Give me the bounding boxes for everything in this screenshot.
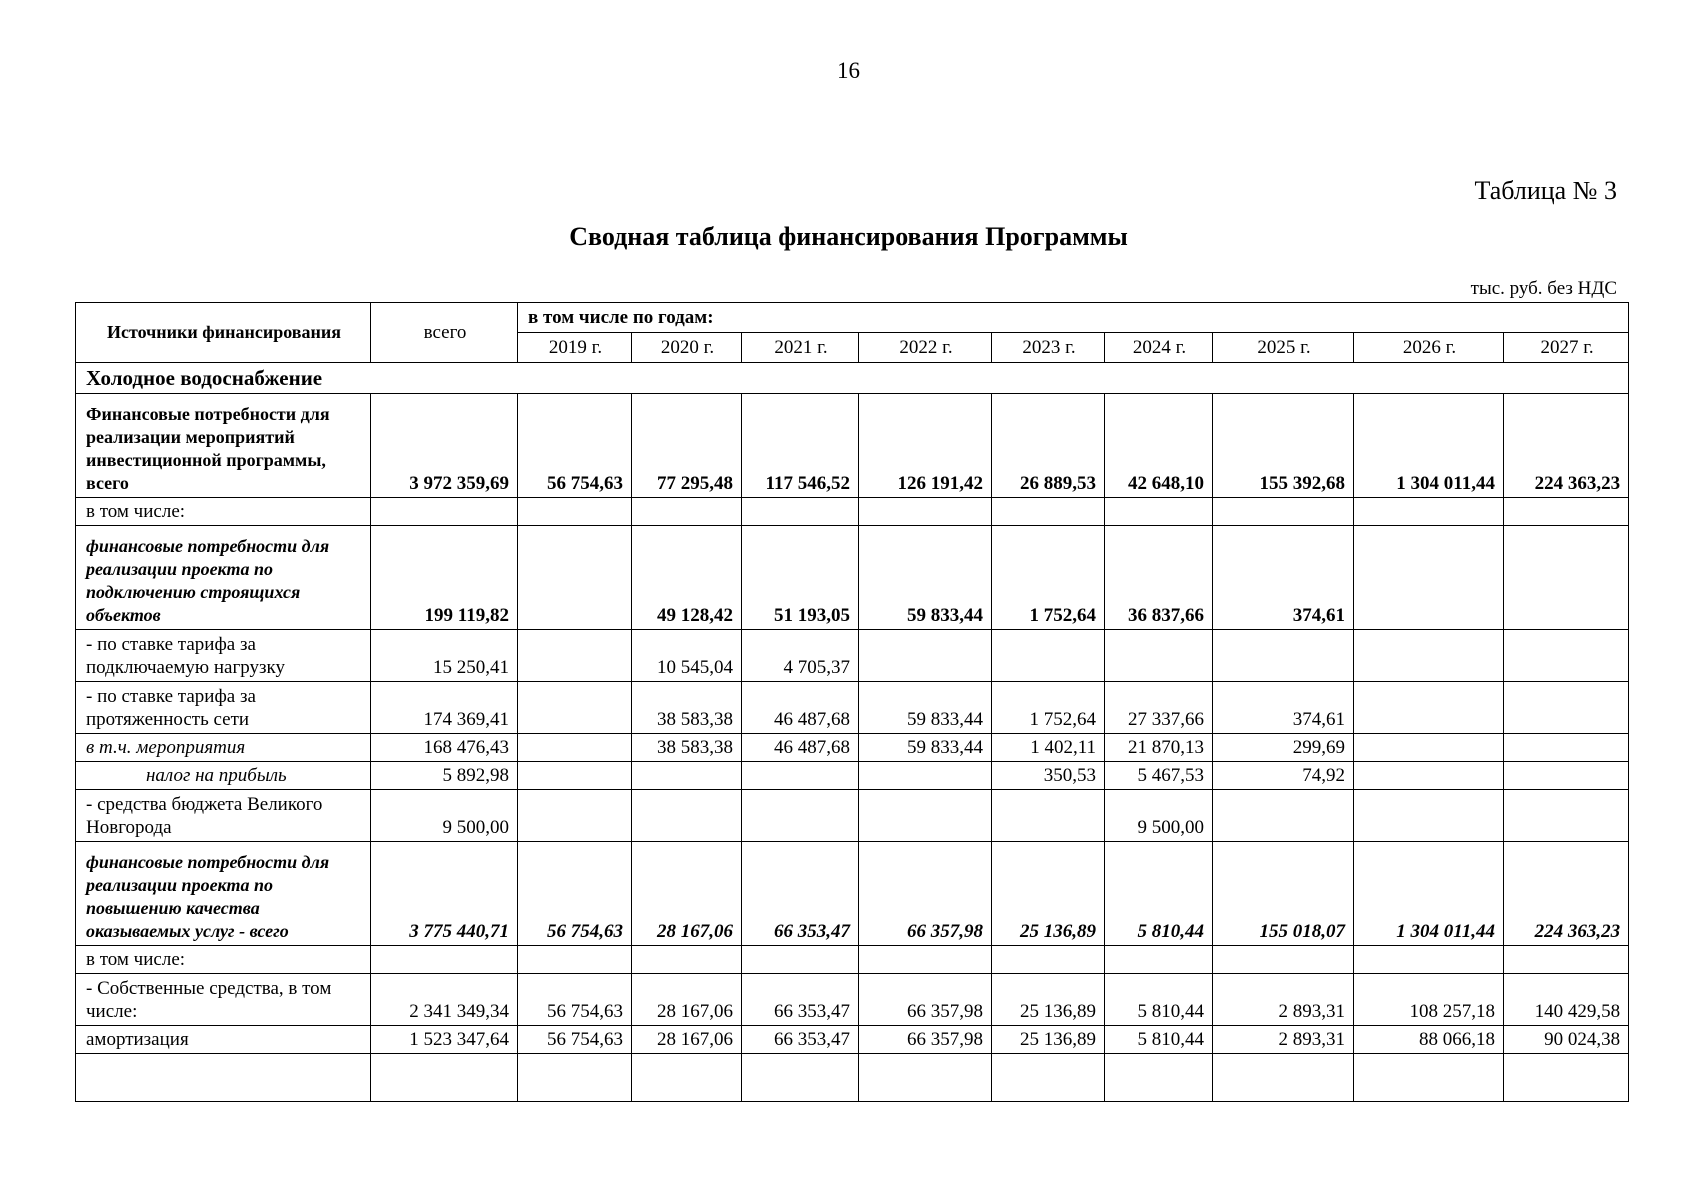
financing-table	[75, 302, 1629, 1102]
document-title: Сводная таблица финансирования Программы	[569, 222, 1128, 251]
year-value-cell: 56 754,63	[518, 1026, 632, 1054]
empty-cell	[992, 1054, 1105, 1102]
table-row	[76, 790, 1629, 842]
empty-cell	[859, 1054, 992, 1102]
year-value-cell: 66 357,98	[859, 974, 992, 1026]
empty-cell	[518, 1054, 632, 1102]
year-value-cell: 5 810,44	[1105, 842, 1213, 946]
year-value-cell: 56 754,63	[518, 842, 632, 946]
empty-cell	[1213, 1054, 1354, 1102]
year-value-cell: 42 648,10	[1105, 394, 1213, 498]
year-value-cell: 299,69	[1213, 734, 1354, 762]
year-value-cell	[742, 762, 859, 790]
year-value-cell: 1 752,64	[992, 526, 1105, 630]
year-value-cell	[859, 790, 992, 842]
year-value-cell: 25 136,89	[992, 842, 1105, 946]
year-value-cell: 59 833,44	[859, 682, 992, 734]
table-row	[76, 974, 1629, 1026]
year-value-cell: 108 257,18	[1354, 974, 1504, 1026]
section-title: Холодное водоснабжение	[76, 363, 1629, 394]
year-value-cell: 51 193,05	[742, 526, 859, 630]
year-value-cell: 5 467,53	[1105, 762, 1213, 790]
empty-cell	[632, 1054, 742, 1102]
empty-cell	[76, 1054, 371, 1102]
year-value-cell	[859, 498, 992, 526]
year-value-cell	[1504, 498, 1629, 526]
year-value-cell: 27 337,66	[1105, 682, 1213, 734]
year-value-cell: 36 837,66	[1105, 526, 1213, 630]
year-value-cell: 59 833,44	[859, 734, 992, 762]
year-value-cell	[742, 498, 859, 526]
year-value-cell	[992, 630, 1105, 682]
header-year: 2023 г.	[992, 333, 1105, 363]
table-row	[76, 734, 1629, 762]
year-value-cell: 155 392,68	[1213, 394, 1354, 498]
year-value-cell	[1213, 946, 1354, 974]
year-value-cell: 5 810,44	[1105, 1026, 1213, 1054]
year-value-cell	[1213, 630, 1354, 682]
empty-row	[76, 1054, 1629, 1102]
year-value-cell: 25 136,89	[992, 1026, 1105, 1054]
year-value-cell: 21 870,13	[1105, 734, 1213, 762]
year-value-cell: 374,61	[1213, 682, 1354, 734]
empty-cell	[742, 1054, 859, 1102]
row-total: 168 476,43	[371, 734, 518, 762]
year-value-cell: 1 752,64	[992, 682, 1105, 734]
year-value-cell: 66 353,47	[742, 842, 859, 946]
year-value-cell: 1 304 011,44	[1354, 842, 1504, 946]
year-value-cell	[632, 762, 742, 790]
year-value-cell: 5 810,44	[1105, 974, 1213, 1026]
year-value-cell	[992, 946, 1105, 974]
year-value-cell	[1213, 498, 1354, 526]
year-value-cell: 224 363,23	[1504, 394, 1629, 498]
page-number: 16	[837, 58, 860, 83]
header-row-1	[76, 303, 1629, 333]
year-value-cell: 9 500,00	[1105, 790, 1213, 842]
row-label: в том числе:	[76, 498, 371, 526]
header-year: 2027 г.	[1504, 333, 1629, 363]
year-value-cell	[518, 762, 632, 790]
year-value-cell	[859, 630, 992, 682]
year-value-cell	[1504, 526, 1629, 630]
year-value-cell: 66 353,47	[742, 1026, 859, 1054]
year-value-cell	[518, 790, 632, 842]
row-label: - по ставке тарифа за протяженность сети	[76, 682, 371, 734]
row-total: 2 341 349,34	[371, 974, 518, 1026]
year-value-cell: 2 893,31	[1213, 974, 1354, 1026]
empty-cell	[1354, 1054, 1504, 1102]
year-value-cell: 66 353,47	[742, 974, 859, 1026]
table-label: Таблица № 3	[1474, 176, 1617, 205]
year-value-cell: 38 583,38	[632, 734, 742, 762]
header-year: 2026 г.	[1354, 333, 1504, 363]
empty-cell	[371, 1054, 518, 1102]
row-label: Финансовые потребности для реализации мероприятий инвестиционной программы, всего	[76, 394, 371, 498]
row-total: 15 250,41	[371, 630, 518, 682]
year-value-cell	[1105, 946, 1213, 974]
year-value-cell	[1504, 630, 1629, 682]
year-value-cell	[1354, 762, 1504, 790]
year-value-cell: 88 066,18	[1354, 1026, 1504, 1054]
year-value-cell	[1354, 526, 1504, 630]
year-value-cell: 46 487,68	[742, 682, 859, 734]
year-value-cell	[1354, 734, 1504, 762]
year-value-cell	[518, 526, 632, 630]
year-value-cell	[632, 790, 742, 842]
year-value-cell: 10 545,04	[632, 630, 742, 682]
year-value-cell	[1504, 682, 1629, 734]
year-value-cell	[518, 946, 632, 974]
year-value-cell: 374,61	[1213, 526, 1354, 630]
row-label: амортизация	[76, 1026, 371, 1054]
row-label: финансовые потребности для реализации проекта по повышению качества оказываемых услуг - всего	[76, 842, 371, 946]
year-value-cell: 28 167,06	[632, 842, 742, 946]
year-value-cell: 155 018,07	[1213, 842, 1354, 946]
year-value-cell: 350,53	[992, 762, 1105, 790]
year-value-cell	[992, 498, 1105, 526]
table-row	[76, 394, 1629, 498]
header-total: всего	[371, 303, 518, 363]
row-label: налог на прибыль	[76, 762, 371, 790]
year-value-cell	[1105, 498, 1213, 526]
row-total: 9 500,00	[371, 790, 518, 842]
section-row	[76, 363, 1629, 394]
row-total	[371, 946, 518, 974]
year-value-cell	[1354, 498, 1504, 526]
year-value-cell	[1354, 630, 1504, 682]
year-value-cell: 126 191,42	[859, 394, 992, 498]
row-total: 3 972 359,69	[371, 394, 518, 498]
row-label: - средства бюджета Великого Новгорода	[76, 790, 371, 842]
table-row	[76, 498, 1629, 526]
year-value-cell: 66 357,98	[859, 1026, 992, 1054]
year-value-cell: 1 402,11	[992, 734, 1105, 762]
year-value-cell: 140 429,58	[1504, 974, 1629, 1026]
header-year: 2020 г.	[632, 333, 742, 363]
year-value-cell	[1354, 946, 1504, 974]
year-value-cell: 49 128,42	[632, 526, 742, 630]
year-value-cell: 46 487,68	[742, 734, 859, 762]
year-value-cell	[1354, 790, 1504, 842]
year-value-cell	[1504, 734, 1629, 762]
year-value-cell	[859, 762, 992, 790]
year-value-cell	[632, 946, 742, 974]
row-total: 174 369,41	[371, 682, 518, 734]
year-value-cell: 90 024,38	[1504, 1026, 1629, 1054]
table-row	[76, 946, 1629, 974]
year-value-cell	[632, 498, 742, 526]
header-year: 2019 г.	[518, 333, 632, 363]
units-note: тыс. руб. без НДС	[1470, 278, 1617, 299]
year-value-cell	[518, 498, 632, 526]
year-value-cell: 77 295,48	[632, 394, 742, 498]
table-row	[76, 526, 1629, 630]
year-value-cell: 38 583,38	[632, 682, 742, 734]
header-source: Источники финансирования	[76, 303, 371, 363]
empty-cell	[1504, 1054, 1629, 1102]
table-row	[76, 842, 1629, 946]
year-value-cell: 26 889,53	[992, 394, 1105, 498]
year-value-cell: 74,92	[1213, 762, 1354, 790]
year-value-cell	[859, 946, 992, 974]
year-value-cell: 117 546,52	[742, 394, 859, 498]
year-value-cell: 28 167,06	[632, 1026, 742, 1054]
header-year: 2024 г.	[1105, 333, 1213, 363]
year-value-cell	[518, 630, 632, 682]
year-value-cell	[1213, 790, 1354, 842]
year-value-cell	[992, 790, 1105, 842]
row-total: 1 523 347,64	[371, 1026, 518, 1054]
year-value-cell: 56 754,63	[518, 974, 632, 1026]
header-year: 2021 г.	[742, 333, 859, 363]
row-label: финансовые потребности для реализации проекта по подключению строящихся объектов	[76, 526, 371, 630]
year-value-cell	[518, 682, 632, 734]
table-row	[76, 1026, 1629, 1054]
row-total: 199 119,82	[371, 526, 518, 630]
row-total: 5 892,98	[371, 762, 518, 790]
year-value-cell	[1504, 762, 1629, 790]
year-value-cell	[1504, 790, 1629, 842]
row-total	[371, 498, 518, 526]
year-value-cell: 66 357,98	[859, 842, 992, 946]
row-total: 3 775 440,71	[371, 842, 518, 946]
table-row	[76, 762, 1629, 790]
empty-cell	[1105, 1054, 1213, 1102]
year-value-cell: 59 833,44	[859, 526, 992, 630]
year-value-cell: 2 893,31	[1213, 1026, 1354, 1054]
year-value-cell: 224 363,23	[1504, 842, 1629, 946]
table-row	[76, 682, 1629, 734]
row-label: - по ставке тарифа за подключаемую нагрузку	[76, 630, 371, 682]
header-year: 2022 г.	[859, 333, 992, 363]
year-value-cell: 56 754,63	[518, 394, 632, 498]
year-value-cell: 1 304 011,44	[1354, 394, 1504, 498]
year-value-cell	[1354, 682, 1504, 734]
year-value-cell	[742, 946, 859, 974]
header-by-years: в том числе по годам:	[518, 303, 1629, 333]
row-label: в т.ч. мероприятия	[76, 734, 371, 762]
header-year: 2025 г.	[1213, 333, 1354, 363]
table-row	[76, 630, 1629, 682]
year-value-cell: 28 167,06	[632, 974, 742, 1026]
year-value-cell: 25 136,89	[992, 974, 1105, 1026]
year-value-cell	[1105, 630, 1213, 682]
year-value-cell: 4 705,37	[742, 630, 859, 682]
year-value-cell	[518, 734, 632, 762]
row-label: - Собственные средства, в том числе:	[76, 974, 371, 1026]
year-value-cell	[742, 790, 859, 842]
year-value-cell	[1504, 946, 1629, 974]
row-label: в том числе:	[76, 946, 371, 974]
